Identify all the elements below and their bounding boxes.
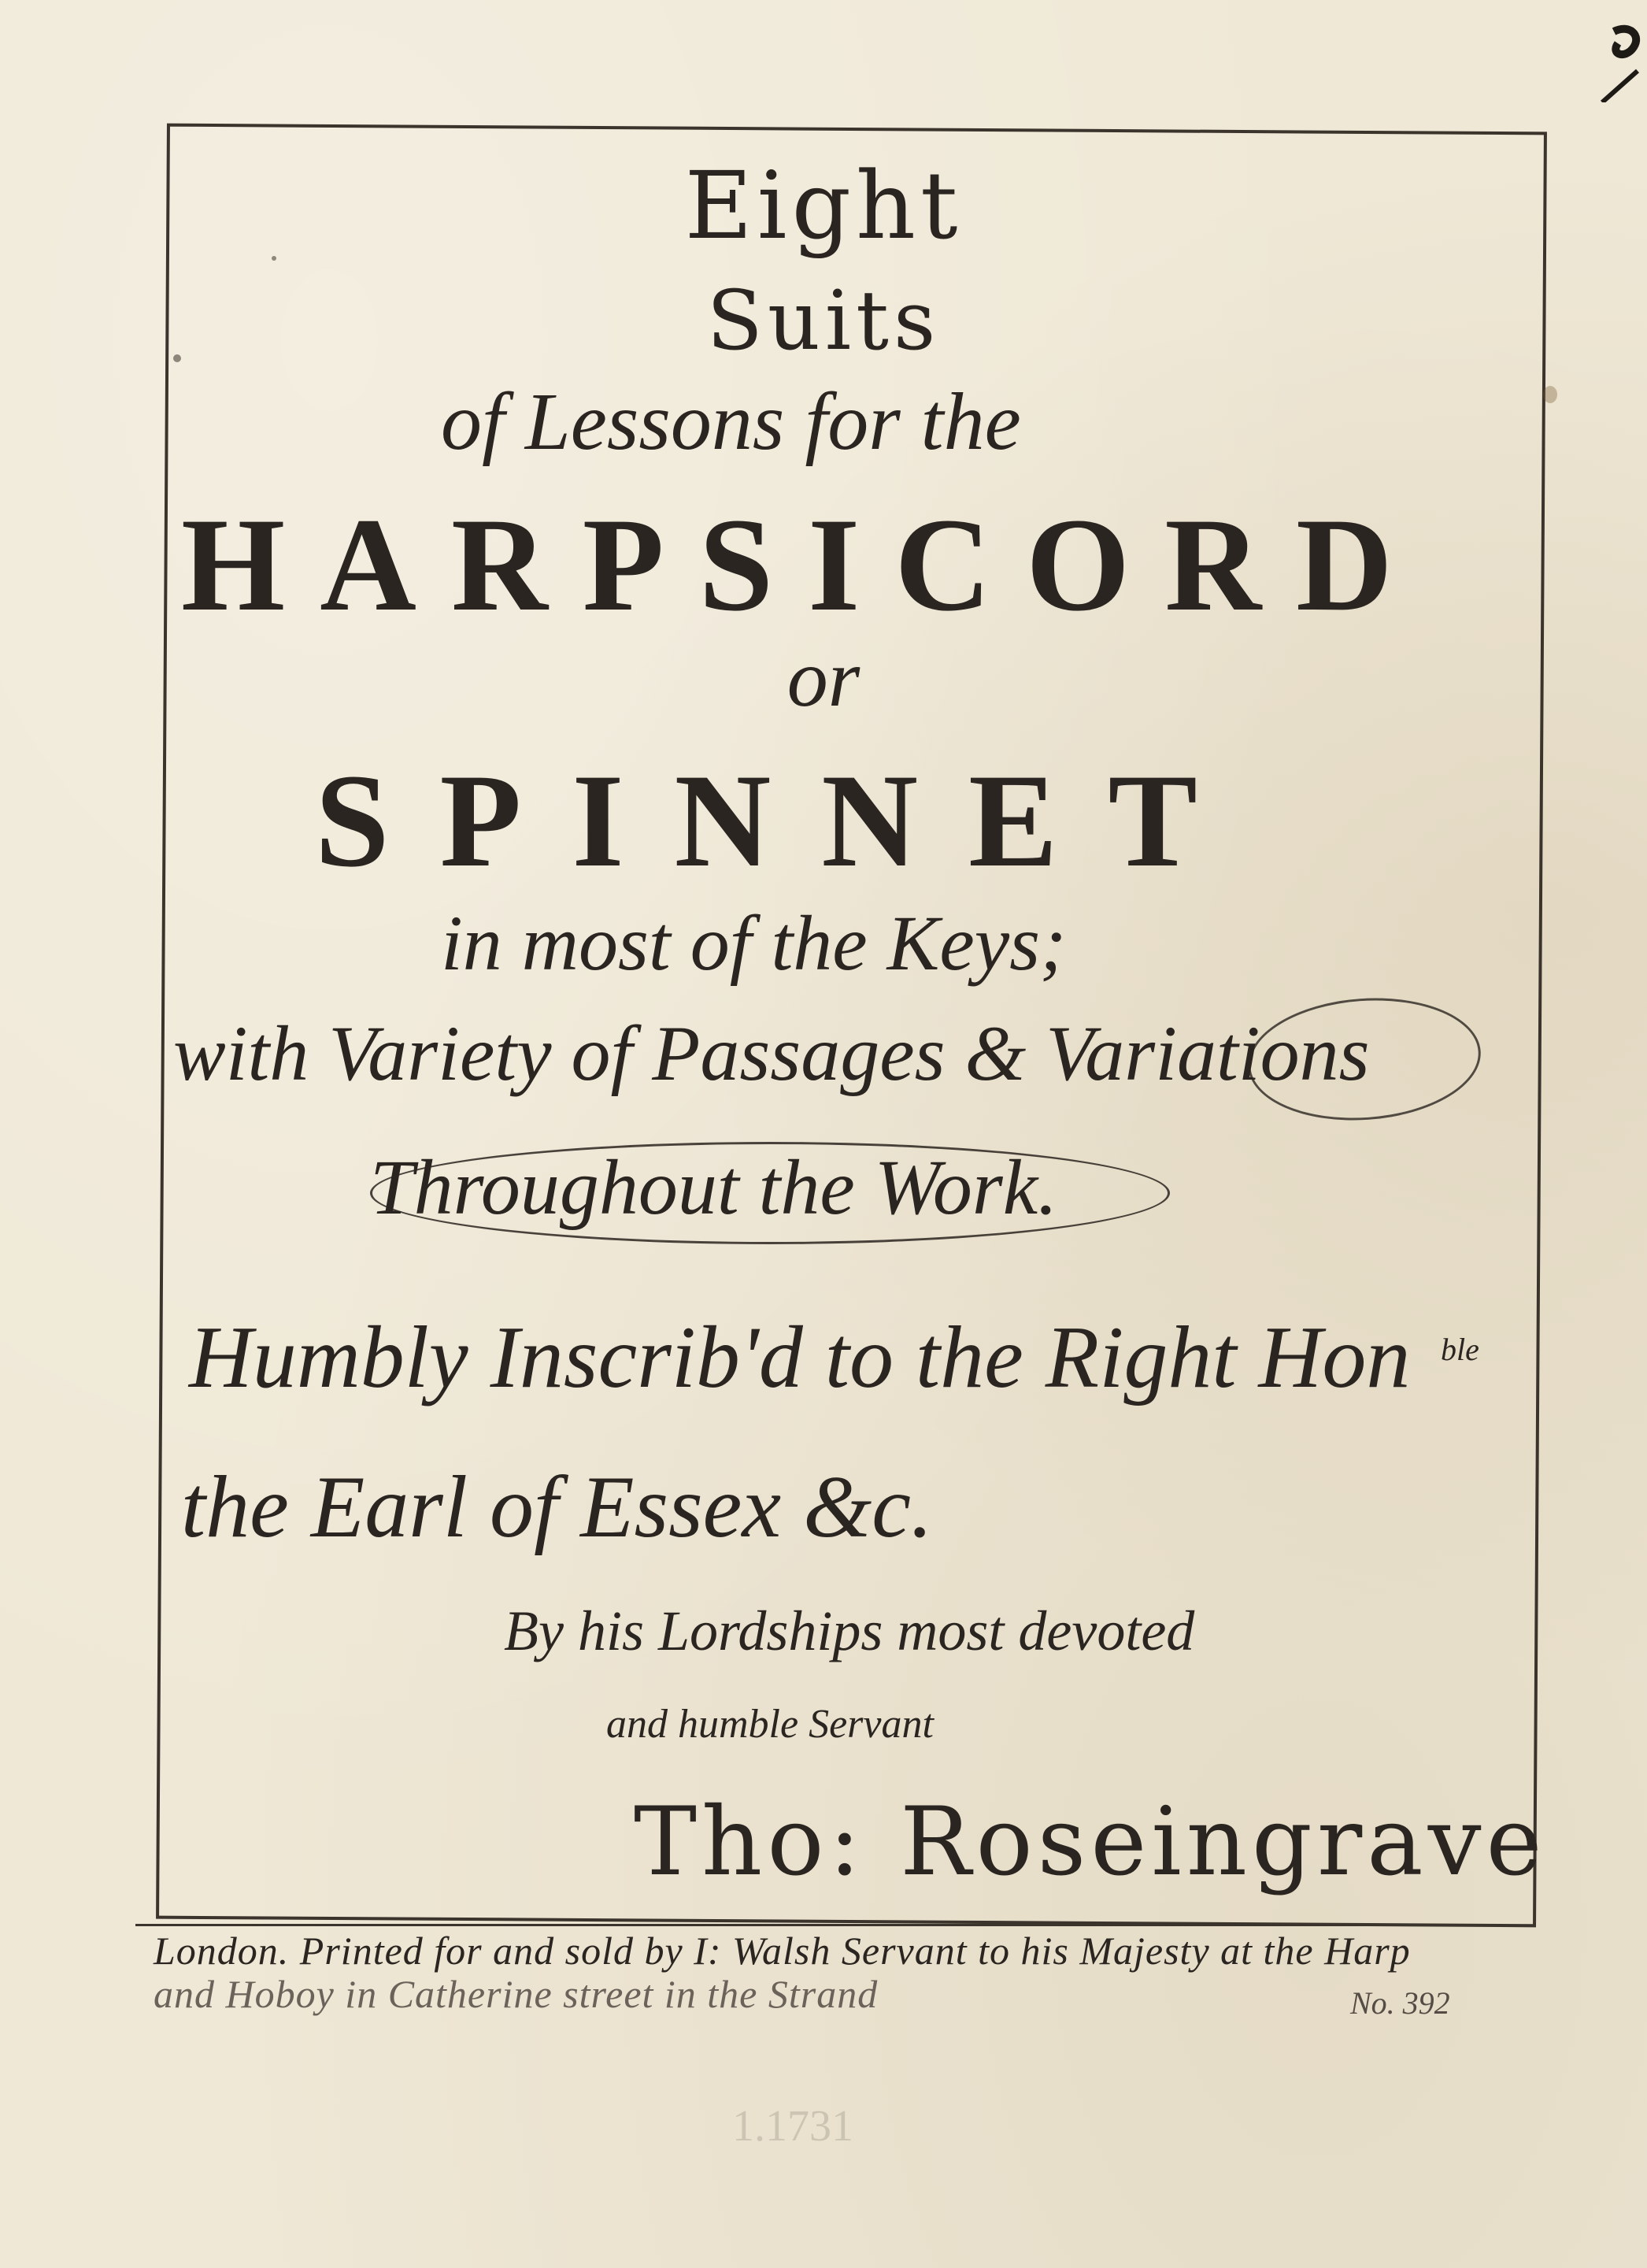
title-harpsicord: HARPSICORD — [181, 491, 1427, 639]
catalog-stamp: 1.1731 — [732, 2102, 853, 2151]
title-word-eight: Eight — [684, 151, 963, 260]
ink-speck — [173, 354, 181, 362]
imprint-rule — [135, 1924, 1493, 1926]
title-word-suits: Suits — [706, 272, 941, 369]
plate-number: No. 392 — [1350, 1985, 1450, 2021]
imprint-line-2: and Hoboy in Catherine street in the Strand — [154, 1972, 879, 2016]
dedication-line-earl: the Earl of Essex &c. — [181, 1458, 933, 1556]
title-word-or: or — [786, 633, 861, 724]
dedication-line-humbly: Humbly Inscrib'd to the Right Hon — [189, 1309, 1411, 1406]
title-line-lessons: of Lessons for the — [441, 376, 1021, 467]
ink-corner-mark — [1598, 16, 1645, 102]
imprint-line-1: London. Printed for and sold by I: Walsh Servant to his Majesty at the Harp — [154, 1929, 1411, 1973]
dedication-superscript: ble — [1441, 1332, 1479, 1367]
ink-speck — [1543, 386, 1557, 403]
title-line-variety: with Variety of Passages & Variations — [173, 1010, 1370, 1097]
dedication-line-by: By his Lordships most devoted — [504, 1599, 1195, 1662]
title-line-throughout: Throughout the Work. — [370, 1143, 1058, 1231]
title-spinnet: SPINNET — [315, 747, 1248, 895]
title-line-keys: in most of the Keys; — [441, 899, 1067, 987]
dedication-line-servant: and humble Servant — [606, 1702, 934, 1747]
author-name: Tho: Roseingrave — [634, 1788, 1547, 1897]
ink-speck — [272, 256, 276, 261]
